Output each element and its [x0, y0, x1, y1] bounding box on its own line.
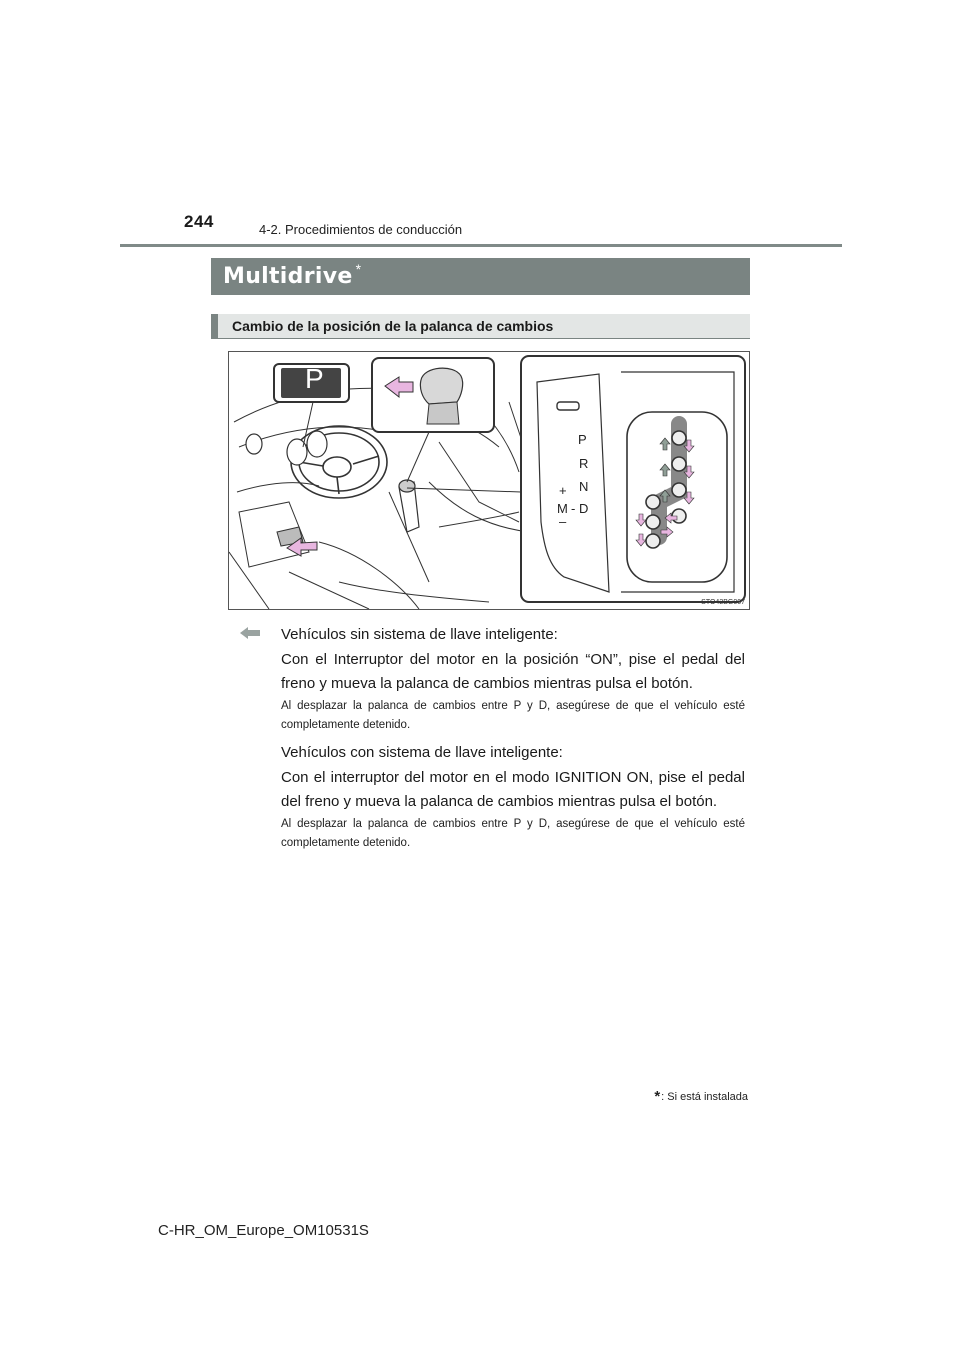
footnote — [654, 1088, 748, 1105]
shift-indicator-letter: P — [305, 363, 324, 394]
body-text-no-smart-key: Con el Interruptor del motor en la posición “ON”, pise el pedal del freno y mueva la palanca de cambios mientras pulsa el botón. — [281, 651, 745, 692]
footnote-text: : Si está instalada — [661, 1091, 748, 1103]
section-breadcrumb: 4-2. Procedimientos de conducción — [259, 222, 463, 237]
gate-label-n: N — [579, 479, 589, 494]
gate-label-r: R — [579, 456, 589, 471]
shift-lever-figure — [228, 351, 750, 610]
header-rule — [120, 244, 842, 247]
body-text-smart-key: Con el interruptor del motor en el modo IGNITION ON, pise el pedal del freno y mueva la palanca de cambios mientras pulsa el botón. — [281, 769, 745, 810]
title-asterisk: * — [355, 260, 362, 277]
bullet-arrow-icon — [240, 626, 260, 640]
gate-label-plus: + — [559, 483, 567, 498]
title-bar — [211, 258, 750, 295]
body-lead-no-smart-key: Vehículos sin sistema de llave inteligente: — [281, 626, 558, 643]
gate-label-minus: – — [559, 514, 567, 529]
page-title: Multidrive — [223, 264, 353, 289]
subsection-header — [211, 314, 750, 339]
note-smart-key: Al desplazar la palanca de cambios entre P y D, asegúrese de que el vehículo esté completamente detenido. — [281, 818, 745, 849]
body-lead-smart-key: Vehículos con sistema de llave inteligente: — [281, 744, 563, 761]
figure-code: STO42BG007 — [701, 599, 745, 606]
gate-label-p: P — [578, 432, 587, 447]
footnote-asterisk: * — [654, 1088, 661, 1105]
subsection-title: Cambio de la posición de la palanca de cambios — [232, 318, 554, 334]
note-no-smart-key: Al desplazar la palanca de cambios entre P y D, asegúrese de que el vehículo esté completamente detenido. — [281, 700, 745, 731]
gate-label-d: D — [579, 501, 589, 516]
gate-label-dash: - — [571, 501, 576, 516]
gate-label-m: M — [557, 501, 568, 516]
footer-doc-code: C-HR_OM_Europe_OM10531S — [158, 1222, 369, 1239]
page-number: 244 — [184, 212, 214, 231]
